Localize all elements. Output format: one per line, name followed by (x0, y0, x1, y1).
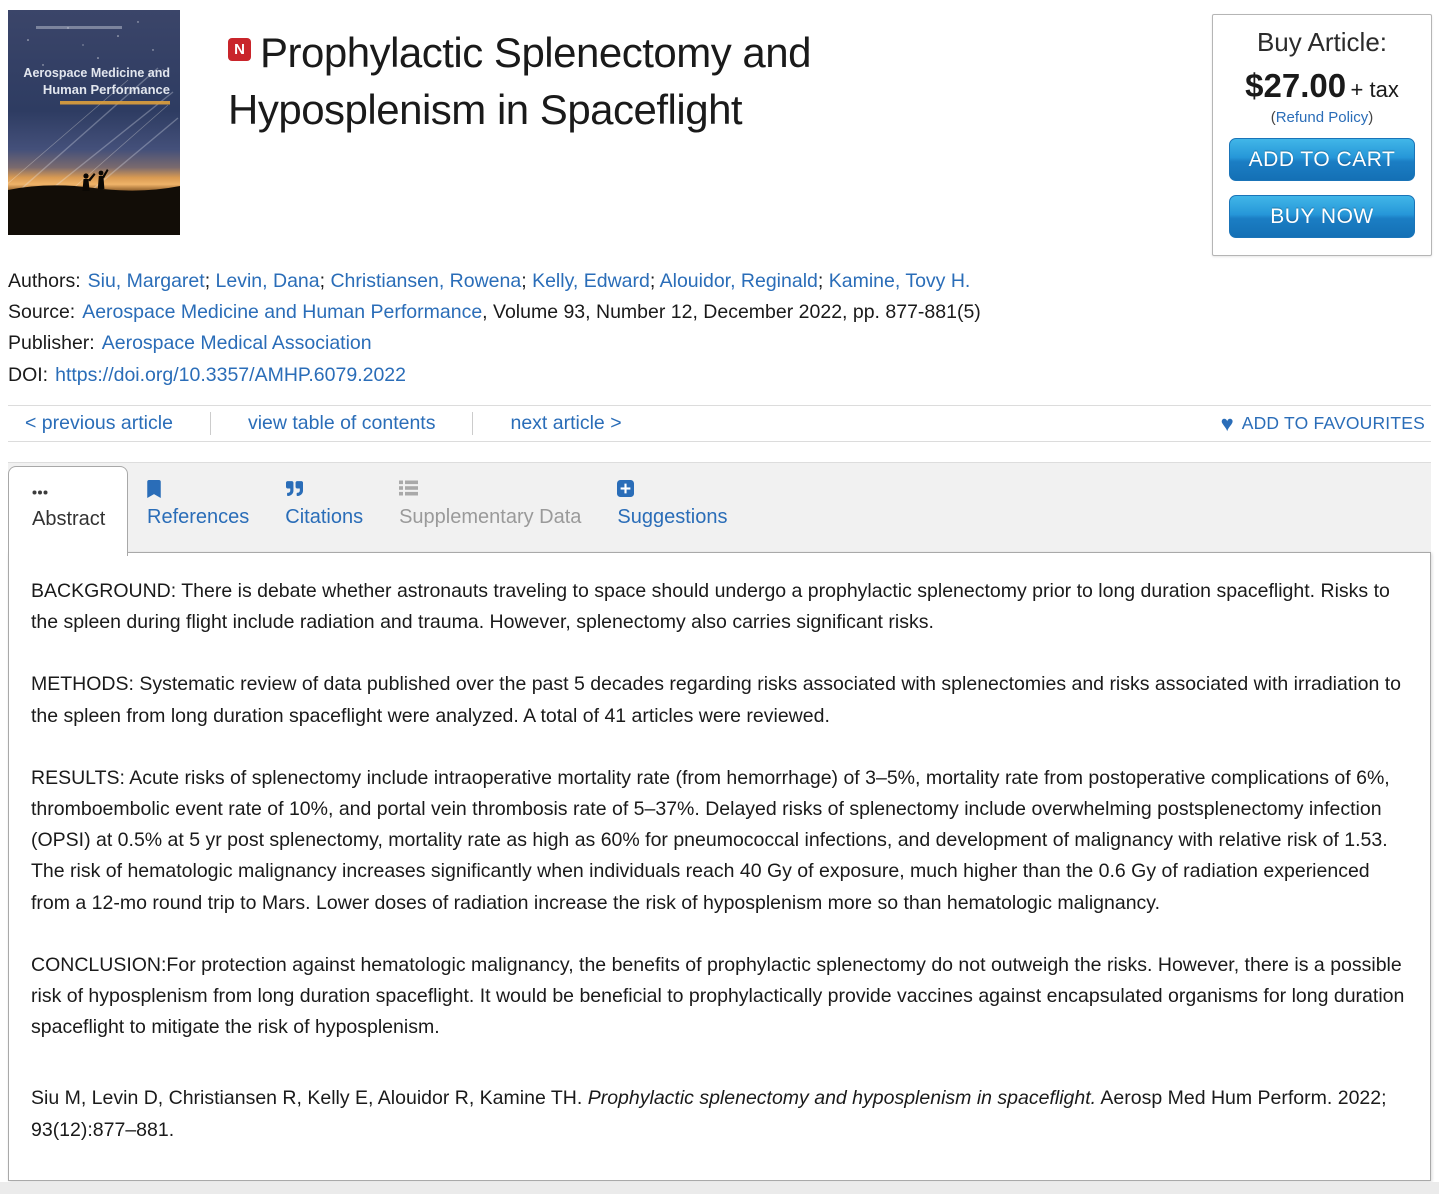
author-link[interactable]: Siu, Margaret (87, 270, 205, 292)
refund-policy-link[interactable]: Refund Policy (1275, 109, 1369, 126)
buy-article-heading: Buy Article: (1256, 27, 1388, 57)
source-label: Source: (8, 301, 76, 324)
abstract-results: RESULTS: Acute risks of splenectomy include intraoperative mortality rate (from hemorrhage) of 3–5%, mortality rate from postoperative complications of 6%, thromboembolic event rate of 10%, and portal vein thrombosis rate of 5–37%. Delayed risks of splenectomy include overwhelming postsplenectomy infection (OPSI) at 0.5% at 5 yr post splenectomy, mortality rate as high as 60% for pneumococcal infections, and development of malignancy with relative risk of 1.53. The risk of hematologic malignancy increases significantly when individuals reach 40 Gy of exposure, much higher than the 0.6 Gy of radiation experienced from a 12-mo round trip to Mars. Lower doses of radiation increase the risk of hyposplenism more so than hematologic malignancy. (31, 766, 1390, 914)
svg-text:Aerospace Medicine and: Aerospace Medicine and (23, 66, 170, 80)
publisher-label: Publisher: (8, 332, 95, 355)
tab-citations[interactable] (285, 480, 363, 552)
tab-supplementary-data (399, 480, 581, 552)
previous-article-link[interactable]: < previous article (25, 412, 173, 434)
tab-references-label: References (147, 506, 250, 528)
ellipsis-icon (32, 482, 127, 501)
abstract-background: BACKGROUND: There is debate whether astronauts traveling to space should undergo a prophylactic splenectomy prior to long duration spaceflight. Risks to the spleen during flight include radiation and trauma. However, splenectomy also carries significant risks. (31, 580, 1390, 634)
price-row (1213, 67, 1431, 105)
doi-line (8, 360, 1198, 391)
publisher-line (8, 328, 1198, 359)
page-background-strip (0, 1182, 1439, 1194)
author-separator: ; (649, 270, 660, 292)
tab-list (147, 463, 728, 552)
add-to-favourites-link[interactable]: ADD TO FAVOURITES (1241, 413, 1425, 433)
tab-references[interactable] (147, 480, 249, 552)
tab-abstract[interactable] (8, 466, 128, 556)
tab-abstract-label: Abstract (32, 508, 106, 530)
authors-line (8, 266, 1198, 297)
author-link[interactable]: Kamine, Tovy H. (828, 270, 971, 292)
list-icon (399, 480, 581, 499)
add-to-favourites[interactable] (1220, 410, 1431, 436)
refund-paren-open: ( (1270, 109, 1276, 126)
article-citation (31, 1083, 1408, 1145)
publisher-link[interactable]: Aerospace Medical Association (101, 332, 372, 355)
heart-icon: ♥ (1220, 410, 1234, 436)
citation-title: Prophylactic splenectomy and hyposplenism in spaceflight. (587, 1087, 1097, 1110)
author-separator: ; (319, 270, 331, 292)
citation-authors: Siu M, Levin D, Christiansen R, Kelly E, Alouidor R, Kamine TH. (31, 1087, 588, 1110)
refund-policy-row (1213, 109, 1431, 126)
abstract-conclusion: CONCLUSION:For protection against hematologic malignancy, the benefits of prophylactic splenectomy do not outweigh the risks. However, there is a possible risk of hyposplenism from long duration spaceflight. It would be beneficial to prophylactically provide vaccines against encapsulated organisms for long duration spaceflight to mitigate the risk of hyposplenism. (31, 953, 1405, 1039)
author-separator: ; (521, 270, 533, 292)
svg-text:Human Performance: Human Performance (42, 82, 170, 97)
nav-divider (210, 412, 211, 435)
quote-icon (285, 480, 363, 499)
refund-paren-close: ) (1368, 109, 1374, 126)
article-tab-strip (8, 462, 1431, 552)
price: $27.00 (1245, 67, 1347, 104)
author-link[interactable]: Christiansen, Rowena (330, 270, 522, 292)
article-metadata (8, 266, 1198, 391)
bookmark-icon (147, 480, 249, 499)
source-line (8, 297, 1198, 328)
author-link[interactable]: Alouidor, Reginald (659, 270, 818, 292)
article-nav-row (8, 405, 1431, 442)
page-title (228, 24, 998, 138)
next-article-link[interactable]: next article > (510, 412, 622, 434)
buy-article-box (1212, 14, 1432, 256)
tax-note: + tax (1350, 77, 1399, 102)
abstract-panel (8, 552, 1431, 1181)
article-title-text: Prophylactic Splenectomy and Hyposplenism in Spaceflight (228, 29, 811, 133)
tab-suggestions-label: Suggestions (617, 506, 728, 528)
author-link[interactable]: Levin, Dana (215, 270, 320, 292)
authors-label: Authors: (8, 270, 81, 292)
doi-label: DOI: (8, 363, 49, 386)
author-separator: ; (817, 270, 829, 292)
journal-cover-image[interactable] (8, 10, 180, 235)
abstract-methods: METHODS: Systematic review of data published over the past 5 decades regarding risks associated with splenectomies and risks associated with irradiation to the spleen from long duration spaceflight were analyzed. A total of 41 articles were reviewed. (31, 673, 1401, 727)
journal-cover-art (8, 10, 180, 235)
buy-now-button[interactable]: BUY NOW (1229, 195, 1415, 238)
view-table-of-contents-link[interactable]: view table of contents (247, 412, 436, 434)
doi-link[interactable]: https://doi.org/10.3357/AMHP.6079.2022 (55, 363, 406, 386)
author-link[interactable]: Kelly, Edward (532, 270, 650, 292)
article-nav-links (8, 412, 622, 435)
tab-supplementary-data-label: Supplementary Data (399, 506, 582, 528)
add-to-cart-button[interactable]: ADD TO CART (1229, 138, 1415, 181)
nav-divider (472, 412, 473, 435)
citation-journal: Aerosp Med Hum Perform. 2022; 93(12):877–881. (31, 1087, 1387, 1141)
plus-square-icon (617, 480, 727, 499)
tab-citations-label: Citations (285, 506, 364, 528)
source-details: , Volume 93, Number 12, December 2022, pp. 877-881(5) (482, 301, 981, 324)
tab-suggestions[interactable] (617, 480, 727, 552)
author-separator: ; (204, 270, 216, 292)
new-article-badge-icon: N (228, 38, 251, 61)
source-journal-link[interactable]: Aerospace Medicine and Human Performance (82, 301, 483, 324)
